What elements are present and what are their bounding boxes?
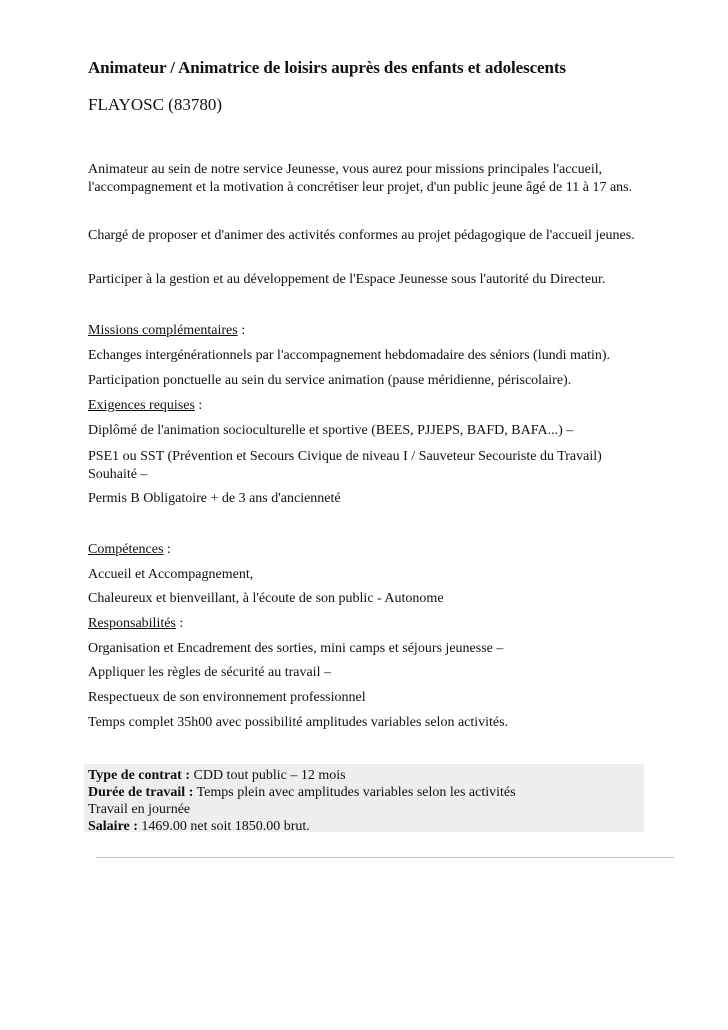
salary-line [88, 818, 644, 835]
exigences-item-3: Permis B Obligatoire + de 3 ans d'ancienneté [88, 491, 341, 506]
missions-heading-text: Missions complémentaires [88, 323, 238, 338]
missions-heading-colon: : [237, 323, 246, 338]
competences-item-1: Accueil et Accompagnement, [88, 567, 254, 582]
contract-type-line [88, 767, 644, 784]
salary-value: 1469.00 net soit 1850.00 brut. [137, 819, 310, 834]
salary-label: Salaire : [88, 819, 138, 834]
intro-paragraph-3: Participer à la gestion et au développement de l'Espace Jeunesse sous l'autorité du Directeur. [88, 272, 606, 287]
contract-type-label: Type de contrat : [88, 768, 190, 783]
intro-paragraph-1: Animateur au sein de notre service Jeunesse, vous aurez pour missions principales l'accueil, l'accompagnement et la motivation à concrétiser leur projet, d'un public jeune âgé de 11 à 17 ans. [88, 162, 633, 195]
responsabilites-item-3: Respectueux de son environnement professionnel [88, 690, 366, 705]
competences-heading-text: Compétences [88, 542, 164, 557]
competences-heading [88, 541, 648, 559]
missions-item-2: Participation ponctuelle au sein du service animation (pause méridienne, périscolaire). [88, 373, 572, 388]
exigences-heading [88, 397, 648, 415]
competences-item-2: Chaleureux et bienveillant, à l'écoute de son public - Autonome [88, 591, 444, 606]
work-duration-line [88, 784, 644, 801]
work-duration-value: Temps plein avec amplitudes variables selon les activités [193, 785, 516, 800]
responsabilites-item-2: Appliquer les règles de sécurité au travail – [88, 665, 331, 680]
missions-item-1: Echanges intergénérationnels par l'accompagnement hebdomadaire des séniors (lundi matin). [88, 348, 611, 363]
responsabilites-heading-text: Responsabilités [88, 616, 176, 631]
responsabilites-item-4: Temps complet 35h00 avec possibilité amplitudes variables selon activités. [88, 715, 509, 730]
exigences-heading-colon: : [194, 398, 203, 413]
job-location: FLAYOSC (83780) [88, 95, 222, 114]
work-duration-label: Durée de travail : [88, 785, 194, 800]
competences-heading-colon: : [163, 542, 171, 557]
exigences-item-2: PSE1 ou SST (Prévention et Secours Civique de niveau I / Sauveteur Secouriste du Travail) Souhaité – [88, 449, 602, 482]
contract-type-value: CDD tout public – 12 mois [190, 768, 346, 783]
missions-heading [88, 322, 648, 340]
work-schedule-line: Travail en journée [88, 802, 191, 817]
job-title: Animateur / Animatrice de loisirs auprès des enfants et adolescents [88, 58, 566, 77]
exigences-item-1: Diplômé de l'animation socioculturelle et sportive (BEES, PJJEPS, BAFD, BAFA...) – [88, 423, 574, 438]
horizontal-divider [96, 857, 674, 858]
responsabilites-heading-colon: : [175, 616, 184, 631]
intro-paragraph-2: Chargé de proposer et d'animer des activités conformes au projet pédagogique de l'accueil jeunes. [88, 228, 635, 243]
exigences-heading-text: Exigences requises [88, 398, 195, 413]
contract-info-box [84, 764, 644, 832]
responsabilites-heading [88, 615, 648, 633]
responsabilites-item-1: Organisation et Encadrement des sorties, mini camps et séjours jeunesse – [88, 641, 504, 656]
